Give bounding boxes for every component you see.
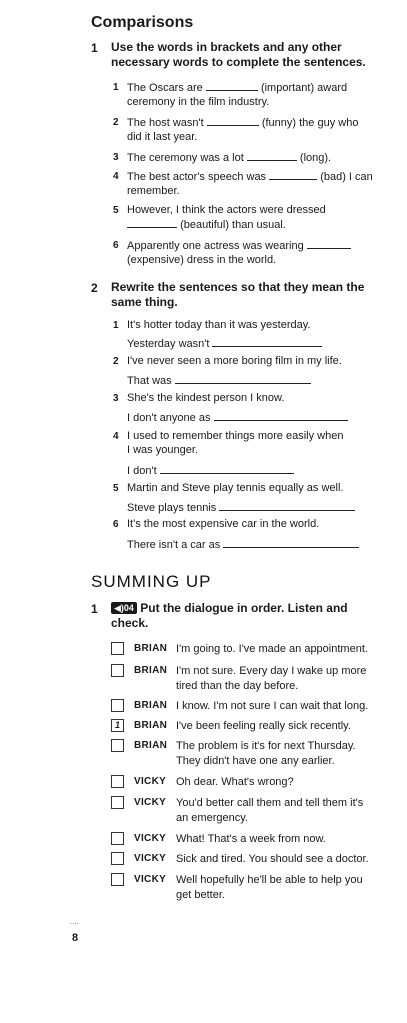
order-box[interactable] xyxy=(111,739,124,752)
speaker-label: BRIAN xyxy=(134,643,168,654)
answer-blank[interactable] xyxy=(269,169,317,180)
answer-blank[interactable] xyxy=(160,463,294,474)
item-text: (beautiful) than usual. xyxy=(180,219,286,231)
item-number: 4 xyxy=(113,171,119,182)
item-sentence: I used to remember things more easily when xyxy=(127,430,344,442)
speaker-label: VICKY xyxy=(134,833,167,844)
speaker-label: VICKY xyxy=(134,874,167,885)
rewrite-prompt xyxy=(127,373,311,388)
item-sentence: She's the kindest person I know. xyxy=(127,392,285,404)
list-item xyxy=(127,318,387,332)
item-text: (important) award xyxy=(260,82,348,94)
dialogue-line-cont: tired than the day before. xyxy=(176,680,299,692)
answer-blank[interactable] xyxy=(219,500,355,511)
list-item xyxy=(127,429,397,457)
item-number: 6 xyxy=(113,519,119,530)
prompt-text: I don't xyxy=(127,465,157,477)
item-text: remember. xyxy=(127,185,180,197)
speaker-label: BRIAN xyxy=(134,720,168,731)
rewrite-prompt xyxy=(127,410,348,425)
answer-blank[interactable] xyxy=(207,115,259,126)
dialogue-line: I'm not sure. Every day I wake up more xyxy=(176,665,367,677)
dialogue-line: Sick and tired. You should see a doctor. xyxy=(176,853,369,865)
item-number: 1 xyxy=(113,320,119,331)
speaker-label: VICKY xyxy=(134,776,167,787)
list-item xyxy=(127,517,397,531)
list-item xyxy=(127,203,397,232)
order-box[interactable]: 1 xyxy=(111,719,124,732)
order-box[interactable] xyxy=(111,642,124,655)
footer-dots: .... xyxy=(70,917,79,926)
item-text: The best actor's speech was xyxy=(127,171,267,183)
item-sentence: It's the most expensive car in the world. xyxy=(127,518,320,530)
item-text: (funny) the guy who xyxy=(261,117,359,129)
page-title: Comparisons xyxy=(91,14,194,31)
item-text: The ceremony was a lot xyxy=(127,152,244,164)
speaker-label: BRIAN xyxy=(134,740,168,751)
answer-blank[interactable] xyxy=(214,410,348,421)
item-sentence: It's hotter today than it was yesterday. xyxy=(127,319,311,331)
dialogue-line: I'm going to. I've made an appointment. xyxy=(176,643,368,655)
item-text: (bad) I can xyxy=(320,171,373,183)
answer-blank[interactable] xyxy=(175,373,311,384)
dialogue-line: The problem is it's for next Thursday. xyxy=(176,740,356,752)
order-box[interactable] xyxy=(111,664,124,677)
list-item xyxy=(127,354,387,368)
answer-blank[interactable] xyxy=(307,238,351,249)
rewrite-prompt xyxy=(127,336,322,351)
answer-blank[interactable] xyxy=(127,217,177,228)
item-text: (long). xyxy=(299,152,332,164)
dialogue-line-cont: an emergency. xyxy=(176,812,248,824)
item-number: 2 xyxy=(113,356,119,367)
item-number: 2 xyxy=(113,117,119,128)
exercise-1-instruction: Use the words in brackets and any other necessary words to complete the sentences. xyxy=(111,40,366,69)
prompt-text: There isn't a car as xyxy=(127,539,221,551)
item-text: Apparently one actress was wearing xyxy=(127,240,304,252)
item-sentence: I've never seen a more boring film in my life. xyxy=(127,355,342,367)
dialogue-line: Oh dear. What's wrong? xyxy=(176,776,294,788)
order-box[interactable] xyxy=(111,852,124,865)
speaker-icon: ◀) xyxy=(114,603,124,613)
speaker-label: BRIAN xyxy=(134,700,168,711)
list-item xyxy=(127,169,397,198)
answer-blank[interactable] xyxy=(247,150,297,161)
speaker-label: VICKY xyxy=(134,853,167,864)
list-item xyxy=(127,150,387,165)
item-number: 1 xyxy=(113,82,119,93)
item-sentence: Martin and Steve play tennis equally as well. xyxy=(127,482,344,494)
rewrite-prompt xyxy=(127,463,294,478)
audio-track-badge[interactable]: ◀)04 xyxy=(111,602,137,614)
item-text: The Oscars are xyxy=(127,82,203,94)
order-box[interactable] xyxy=(111,796,124,809)
answer-blank[interactable] xyxy=(223,537,359,548)
item-text: did it last year. xyxy=(127,131,198,143)
dialogue-line-cont: get better. xyxy=(176,889,225,901)
exercise-2-number: 2 xyxy=(91,281,98,295)
prompt-text: I don't anyone as xyxy=(127,412,211,424)
list-item xyxy=(127,115,387,144)
answer-blank[interactable] xyxy=(206,80,258,91)
order-box[interactable] xyxy=(111,699,124,712)
list-item xyxy=(127,481,397,495)
dialogue-line: Well hopefully he'll be able to help you xyxy=(176,874,363,886)
list-item xyxy=(127,80,387,109)
page-number: 8 xyxy=(72,932,79,944)
instruction-text: Put the dialogue in order. Listen and xyxy=(140,601,348,615)
order-box[interactable] xyxy=(111,873,124,886)
summing-up-exercise-number: 1 xyxy=(91,602,98,616)
item-text: (expensive) dress in the world. xyxy=(127,254,277,266)
exercise-1-number: 1 xyxy=(91,41,98,55)
dialogue-line: You'd better call them and tell them it's xyxy=(176,797,364,809)
dialogue-line: I've been feeling really sick recently. xyxy=(176,720,351,732)
list-item xyxy=(127,391,387,405)
dialogue-line-cont: They didn't have one any earlier. xyxy=(176,755,335,767)
speaker-label: VICKY xyxy=(134,797,167,808)
prompt-text: That was xyxy=(127,375,172,387)
answer-blank[interactable] xyxy=(212,336,322,347)
dialogue-line: What! That's a week from now. xyxy=(176,833,326,845)
item-number: 6 xyxy=(113,240,119,251)
rewrite-prompt xyxy=(127,537,359,552)
item-number: 4 xyxy=(113,431,119,442)
item-text: However, I think the actors were dressed xyxy=(127,204,326,216)
summing-up-heading: SUMMING UP xyxy=(91,572,212,591)
prompt-text: Yesterday wasn't xyxy=(127,338,210,350)
item-number: 3 xyxy=(113,152,119,163)
item-text: ceremony in the film industry. xyxy=(127,96,270,108)
prompt-text: Steve plays tennis xyxy=(127,502,217,514)
order-box[interactable] xyxy=(111,775,124,788)
speaker-label: BRIAN xyxy=(134,665,168,676)
item-number: 3 xyxy=(113,393,119,404)
item-sentence-cont: I was younger. xyxy=(127,444,198,456)
exercise-2-instruction: Rewrite the sentences so that they mean the same thing. xyxy=(111,280,365,309)
order-box[interactable] xyxy=(111,832,124,845)
instruction-text-cont: check. xyxy=(111,616,149,630)
rewrite-prompt xyxy=(127,500,355,515)
list-item xyxy=(127,238,397,267)
item-number: 5 xyxy=(113,205,119,216)
summing-up-instruction xyxy=(111,601,381,631)
item-number: 5 xyxy=(113,483,119,494)
item-text: The host wasn't xyxy=(127,117,204,129)
dialogue-line: I know. I'm not sure I can wait that long. xyxy=(176,700,369,712)
